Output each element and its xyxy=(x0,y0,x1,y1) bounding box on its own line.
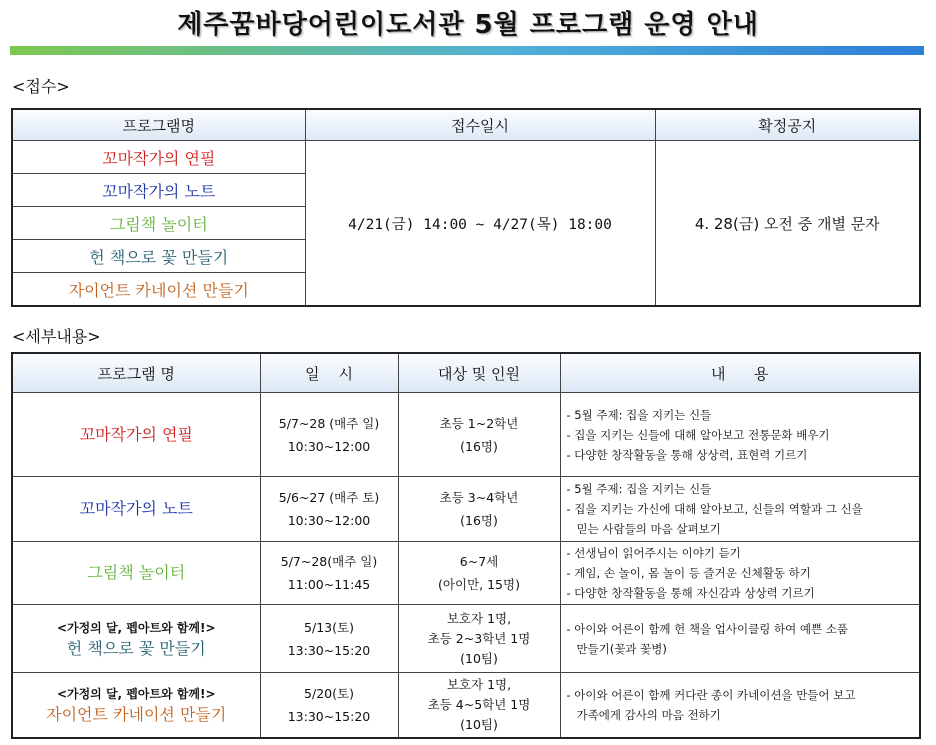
target-grade: 초등 2~3학년 1명 xyxy=(427,630,531,646)
target-count: (16명) xyxy=(460,513,498,528)
content-line: - 5월 주제: 집을 지키는 신들 xyxy=(566,407,712,422)
reception-table xyxy=(11,108,921,307)
time-hours: 10:30~12:00 xyxy=(287,438,371,454)
content-line: - 다양한 창작활동을 통해 상상력, 표현력 기르기 xyxy=(566,447,808,462)
detail-time xyxy=(260,542,398,605)
program-title: 자이언트 카네이션 만들기 xyxy=(46,704,227,724)
detail-time xyxy=(260,673,398,738)
time-dates: 5/7~28 (매주 일) xyxy=(278,415,380,431)
detail-time xyxy=(260,477,398,542)
content-line: - 아이와 어른이 함께 헌 책을 업사이클링 하여 예쁜 소품 xyxy=(566,621,848,636)
program-title: 헌 책으로 꽃 만들기 xyxy=(66,638,206,658)
time-dates: 5/13(토) xyxy=(304,619,354,635)
details-header-row xyxy=(12,353,920,393)
content-line: 믿는 사람들의 마음 살펴보기 xyxy=(576,522,721,536)
detail-target xyxy=(398,542,560,605)
header-target: 대상 및 인원 xyxy=(398,353,560,393)
title-gradient-bar xyxy=(10,46,924,55)
detail-content xyxy=(560,673,920,738)
detail-target xyxy=(398,393,560,477)
detail-program-name xyxy=(12,605,260,673)
time-dates: 5/20(토) xyxy=(304,685,354,701)
content-line: - 게임, 손 놀이, 몸 놀이 등 즐거운 신체활동 하기 xyxy=(566,566,811,580)
detail-content xyxy=(560,605,920,673)
detail-time xyxy=(260,605,398,673)
time-hours: 13:30~15:20 xyxy=(287,642,371,658)
target-count: (10팀) xyxy=(460,650,498,666)
details-table xyxy=(11,352,921,739)
detail-program-name: 꼬마작가의 노트 xyxy=(12,477,260,542)
header-content: 내 용 xyxy=(560,353,920,393)
reception-section-label: <접수> xyxy=(12,77,70,96)
reception-program-1: 꼬마작가의 연필 xyxy=(12,141,305,174)
target-guardian: 보호자 1명, xyxy=(446,676,512,692)
content-line: - 5월 주제: 집을 지키는 신들 xyxy=(566,482,712,496)
content-line: - 다양한 창작활동을 통해 자신감과 상상력 기르기 xyxy=(566,586,815,600)
table-row xyxy=(12,141,920,174)
content-line: - 집을 지키는 가신에 대해 알아보고, 신들의 역할과 그 신을 xyxy=(566,502,863,516)
content-line: - 집을 지키는 신들에 대해 알아보고 전통문화 배우기 xyxy=(566,427,830,442)
details-section-label: <세부내용> xyxy=(12,327,101,346)
header-program: 프로그램 명 xyxy=(12,353,260,393)
detail-program-name xyxy=(12,673,260,738)
reception-program-2: 꼬마작가의 노트 xyxy=(12,174,305,207)
header-program-name: 프로그램명 xyxy=(12,109,305,141)
table-row xyxy=(12,605,920,673)
target-count: (10팀) xyxy=(460,716,498,732)
reception-date: 4/21(금) 14:00 ~ 4/27(목) 18:00 xyxy=(305,141,655,307)
table-row xyxy=(12,542,920,605)
detail-content xyxy=(560,477,920,542)
detail-program-name: 그림책 놀이터 xyxy=(12,542,260,605)
page-title: 제주꿈바당어린이도서관 5월 프로그램 운영 안내 xyxy=(177,10,759,40)
header-datetime: 일 시 xyxy=(260,353,398,393)
detail-content xyxy=(560,393,920,477)
time-hours: 11:00~11:45 xyxy=(287,577,371,592)
content-line: 가족에게 감사의 마음 전하기 xyxy=(576,707,721,722)
header-confirm-notice: 확정공지 xyxy=(655,109,920,141)
target-grade: 6~7세 xyxy=(459,554,499,569)
target-guardian: 보호자 1명, xyxy=(446,610,512,626)
time-hours: 13:30~15:20 xyxy=(287,708,371,724)
time-dates: 5/6~27 (매주 토) xyxy=(278,490,380,505)
target-grade: 초등 1~2학년 xyxy=(439,415,519,431)
detail-target xyxy=(398,477,560,542)
time-hours: 10:30~12:00 xyxy=(287,513,371,528)
reception-program-5: 자이언트 카네이션 만들기 xyxy=(12,273,305,307)
reception-program-3: 그림책 놀이터 xyxy=(12,207,305,240)
target-count: (16명) xyxy=(460,438,498,454)
header-reception-date: 접수일시 xyxy=(305,109,655,141)
table-row xyxy=(12,477,920,542)
detail-time xyxy=(260,393,398,477)
reception-header-row xyxy=(12,109,920,141)
content-line: 만들기(꽃과 꽃병) xyxy=(576,641,667,656)
target-count: (아이만, 15명) xyxy=(438,577,520,592)
program-subtitle: <가정의 달, 펩아트와 함께!> xyxy=(56,620,216,635)
program-subtitle: <가정의 달, 펩아트와 함께!> xyxy=(56,686,216,701)
detail-target xyxy=(398,605,560,673)
target-grade: 초등 4~5학년 1명 xyxy=(427,696,531,712)
reception-program-4: 헌 책으로 꽃 만들기 xyxy=(12,240,305,273)
detail-program-name: 꼬마작가의 연필 xyxy=(12,393,260,477)
time-dates: 5/7~28(매주 일) xyxy=(280,554,378,569)
table-row xyxy=(12,393,920,477)
target-grade: 초등 3~4학년 xyxy=(439,490,519,505)
content-line: - 아이와 어른이 함께 커다란 종이 카네이션을 만들어 보고 xyxy=(566,687,856,702)
content-line: - 선생님이 읽어주시는 이야기 듣기 xyxy=(566,546,741,560)
table-row xyxy=(12,673,920,738)
confirm-notice: 4. 28(금) 오전 중 개별 문자 xyxy=(655,141,920,307)
detail-target xyxy=(398,673,560,738)
detail-content xyxy=(560,542,920,605)
